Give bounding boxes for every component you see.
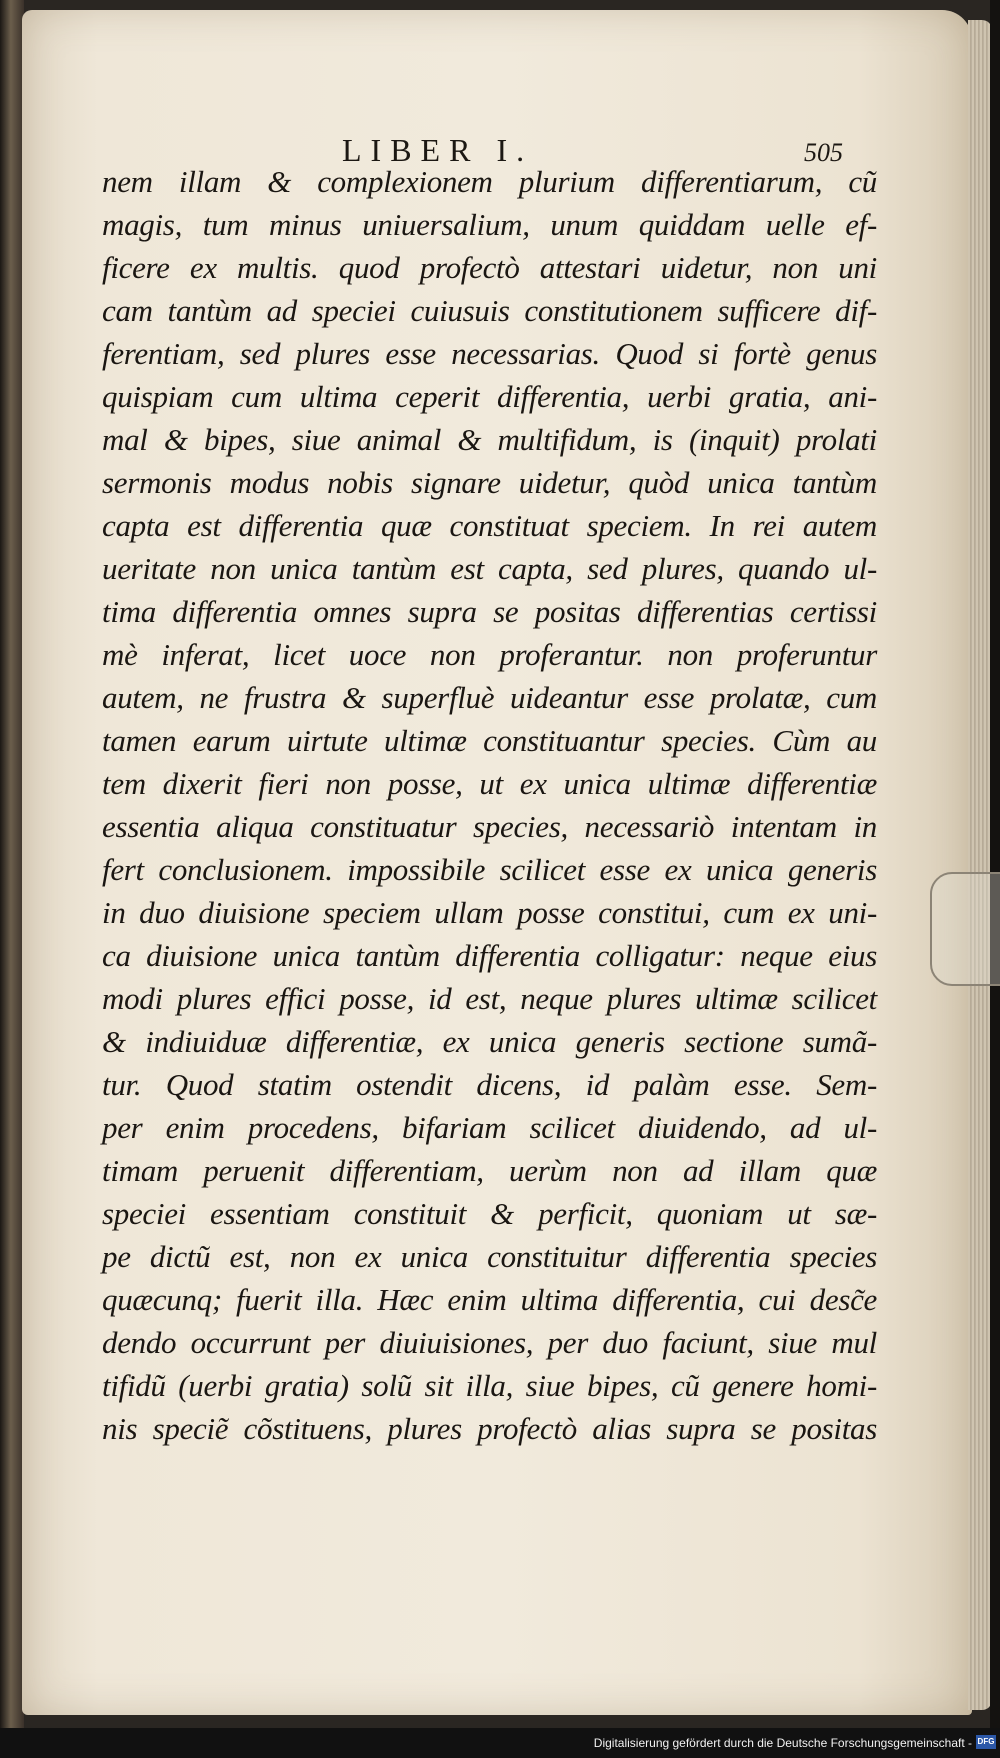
- text-line: mal & bipes, siue animal & multifidum, is (inquit) prolati: [102, 422, 877, 457]
- book-page: [22, 10, 972, 1715]
- text-line: quispiam cum ultima ceperit differentia, uerbi gratia, ani-: [102, 379, 877, 414]
- text-line: autem, ne frustra & superfluè uideantur esse prolatæ, cum: [102, 680, 877, 715]
- text-line: ficere ex multis. quod profectò attestari uidetur, non uni: [102, 250, 877, 285]
- text-line: in duo diuisione speciem ullam posse constitui, cum ex uni-: [102, 895, 877, 930]
- text-line: speciei essentiam constituit & perficit, quoniam ut sæ-: [102, 1196, 877, 1231]
- text-line: timam peruenit differentiam, uerùm non ad illam quæ: [102, 1153, 877, 1188]
- left-page-edge: [0, 0, 24, 1728]
- funding-credit: Digitalisierung gefördert durch die Deutsche Forschungsgemeinschaft -: [593, 1736, 972, 1750]
- text-line: capta est differentia quæ constituat speciem. In rei autem: [102, 508, 877, 543]
- text-line: tem dixerit fieri non posse, ut ex unica ultimæ differentiæ: [102, 766, 877, 801]
- text-line: ueritate non unica tantùm est capta, sed plures, quando ul-: [102, 551, 877, 586]
- text-line: mè inferat, licet uoce non proferantur. non proferuntur: [102, 637, 877, 672]
- text-line: quæcunq; fuerit illa. Hæc enim ultima differentia, cui desc̃e: [102, 1282, 877, 1317]
- text-line: tima differentia omnes supra se positas differentias certissi: [102, 594, 877, 629]
- dfg-logo-icon: DFG: [976, 1735, 996, 1749]
- text-line: modi plures effici posse, id est, neque plures ultimæ scilicet: [102, 981, 877, 1016]
- text-line: dendo occurrunt per diuiuisiones, per duo faciunt, siue mul: [102, 1325, 877, 1360]
- text-line: sermonis modus nobis signare uidetur, quòd unica tantùm: [102, 465, 877, 500]
- text-line: cam tantùm ad speciei cuiusuis constitutionem sufficere dif-: [102, 293, 877, 328]
- footer-bar: [0, 1728, 1000, 1758]
- text-line: pe dictũ est, non ex unica constituitur differentia species: [102, 1239, 877, 1274]
- text-line: nis speciẽ cõstituens, plures profectò alias supra se positas: [102, 1411, 877, 1446]
- body-text: [102, 160, 877, 1450]
- text-line: essentia aliqua constituatur species, necessariò intentam in: [102, 809, 877, 844]
- text-line: & indiuiduæ differentiæ, ex unica generis sectione sumã-: [102, 1024, 877, 1059]
- running-head: LIBER I.: [342, 132, 534, 168]
- text-line: magis, tum minus uniuersalium, unum quiddam uelle ef-: [102, 207, 877, 242]
- right-scan-border: [990, 0, 1000, 1728]
- text-line: tifidũ (uerbi gratia) solũ sit illa, siue bipes, cũ genere homi-: [102, 1368, 877, 1403]
- page-stack-edge: [968, 20, 992, 1710]
- text-line: nem illam & complexionem plurium differentiarum, cũ: [102, 164, 877, 199]
- text-line: fert conclusionem. impossibile scilicet esse ex unica generis: [102, 852, 877, 887]
- page-number: 505: [804, 138, 843, 167]
- bookmark-tab: [930, 872, 1000, 986]
- text-line: tur. Quod statim ostendit dicens, id palàm esse. Sem-: [102, 1067, 877, 1102]
- text-line: ca diuisione unica tantùm differentia colligatur: neque eius: [102, 938, 877, 973]
- text-line: per enim procedens, bifariam scilicet diuidendo, ad ul-: [102, 1110, 877, 1145]
- text-line: ferentiam, sed plures esse necessarias. Quod si fortè genus: [102, 336, 877, 371]
- text-line: tamen earum uirtute ultimæ constituantur species. Cùm au: [102, 723, 877, 758]
